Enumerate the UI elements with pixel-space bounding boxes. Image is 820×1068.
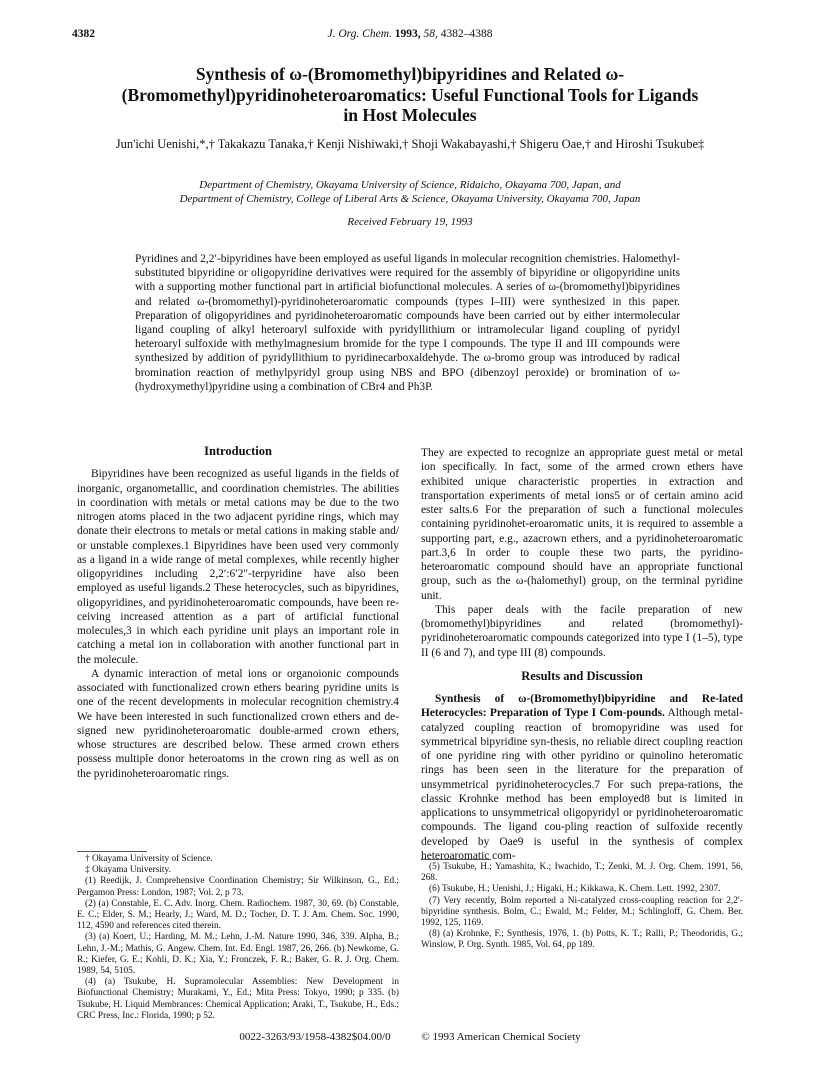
article-title: Synthesis of ω-(Bromomethyl)bipyridines and Related ω-(Bromomethyl)pyridinoheteroaromatics: Useful Functional Tools for Ligands in Host Molecules xyxy=(121,64,699,125)
running-header xyxy=(72,28,748,46)
issn-price-code: 0022-3263/93/1958-4382$04.00/0 xyxy=(239,1031,391,1043)
results-text: Although metal-catalyzed coupling reaction of bromopyridine was used for symmetrical bipyridine syn-thesis, no reliable direct coupling reaction of one pyridine ring with other pyridino or quinolino heteromatic rings has been seen in the literature for the preparation of unsymmetrical pyridinoheterocycles.7 For such prepa-rations, the classic Krohnke method has been employed8 but is limited in applications to unsymmetrical oligopyridyl or pyridinoheteroaromatic compounds. The ligand cou-pling reaction of sulfoxide recently developed by Oae9 is useful in the synthesis of complex heteroaromatic com- xyxy=(421,707,743,862)
journal-reference xyxy=(72,28,748,40)
footnote: (3) (a) Koert, U.; Harding, M. M.; Lehn, J.-M. Nature 1990, 346, 339. Alpha, B.; Lehn, J.-M.; Mathis, G. Angew. Chem. Int. Ed. Engl. 1987, 26, 266. (b) Newkome, G. R.; Kiefer, G. E.; Kohli, D. K.; Xia, Y.; Fronczek, F. R.; Baker, G. R. J. Org. Chem. 1989, 54, 5105. xyxy=(77,932,399,977)
footnote: (5) Tsukube, H.; Yamashita, K.; Iwachido, T.; Zenki, M. J. Org. Chem. 1991, 56, 268. xyxy=(421,862,743,884)
right-paragraph-1: They are expected to recognize an appropriate guest metal or metal ion specifically. In fact, some of the armed crown ethers have exhibited unique characteristic properties in extraction and transportation experiments of metal ions5 or of certain amino acid ester salts.6 For the preparation of such a functional molecules containing pyridinohet-eroaromatic units, it is required to assemble a supporting part, e.g., azacrown ethers, and a pyridinoheteroaromatic part.3,6 In order to couple these two parts, the pyridino-heteroaromatic compound should have an appropriate functional group, such as the ω-(halomethyl) group, on the terminal pyridine unit. xyxy=(421,447,743,602)
journal-year: 1993, xyxy=(394,28,421,40)
footnote: (7) Very recently, Bolm reported a Ni-catalyzed cross-coupling reaction for 2,2′-bipyridine synthesis. Bolm, C.; Ewald, M.; Felder, M.; Schlingloff, G. Chem. Ber. 1992, 125, 1169. xyxy=(421,895,743,929)
right-paragraph-2: This paper deals with the facile preparation of new (bromomethyl)bipyridines and related (bromomethyl)-pyridinoheteroaromatic compounds categorized into type I (1–5), type II (6 and 7), and type III (8) compounds. xyxy=(421,603,743,659)
introduction-heading: Introduction xyxy=(204,444,272,458)
results-heading: Results and Discussion xyxy=(521,668,643,683)
left-column xyxy=(77,444,399,781)
affiliation-1: Department of Chemistry, Okayama University of Science, Ridaicho, Okayama 700, Japan, and xyxy=(199,179,621,191)
right-column xyxy=(421,446,743,863)
footnote-divider-left xyxy=(77,851,147,852)
footnote-divider-right xyxy=(421,859,491,860)
intro-paragraph-1: Bipyridines have been recognized as useful ligands in the fields of inorganic, organometallic, and coordination chemistries. The abilities in coordination with metals or metal cations may be due to the two nitrogen atoms placed in the two adjacent pyridine rings, which may donate their electrons to metals or metal cations in making stable and/ or unstable complexes.1 Bipyridines have been used very commonly as a ligand in a wide range of metal complexes, while recently higher oligopyridines including 2,2′:6′2″-terpyridine have also been employed as useful ligands.2 These heterocycles, such as bipyridines, oligopyridines, and pyridinoheteroaromatic compounds, have been re-ceiving increased attention as a part of artificial functional molecules,3 in which each pyridine unit plays an important role in catching a metal ion in collaboration with another functional part in the molecule. xyxy=(77,468,399,666)
footnotes-left xyxy=(77,854,399,1022)
footnote: ‡ Okayama University. xyxy=(85,865,171,876)
journal-name: J. Org. Chem. xyxy=(327,28,392,40)
footnote: (8) (a) Krohnke, F.; Synthesis, 1976, 1. (b) Potts, K. T.; Ralli, P.; Theodoridis, G.; Winslow, P. Org. Synth. 1985, Vol. 64, pp 189. xyxy=(421,929,743,951)
copyright-notice: © 1993 American Chemical Society xyxy=(421,1031,581,1043)
footnote: (1) Reedijk, J. Comprehensive Coordination Chemistry; Sir Wilkinson, G., Ed.; Pergamon Press: London, 1987; Vol. 2, p 73. xyxy=(77,876,399,898)
footnote: (6) Tsukube, H.; Uenishi, J.; Higaki, H.; Kikkawa, K. Chem. Lett. 1992, 2307. xyxy=(429,884,721,895)
affiliation-2: Department of Chemistry, College of Liberal Arts & Science, Okayama University, Okayama 700, Japan xyxy=(179,193,641,205)
page-number: 4382 xyxy=(72,28,95,40)
author-list: Jun'ichi Uenishi,*,† Takakazu Tanaka,† Kenji Nishiwaki,† Shoji Wakabayashi,† Shigeru Oae,† and Hiroshi Tsukube‡ xyxy=(115,137,705,151)
footnote: † Okayama University of Science. xyxy=(85,854,213,864)
footnote: (4) (a) Tsukube, H. Supramolecular Assemblies: New Development in Biofunctional Chemistry; Murakami, Y., Ed.; Mita Press: Tokyo, 1990; p 335. (b) Tsukube, H. Liquid Membrances: Chemical Application; Araki, T., Tsukube, H., Eds.; CRC Press, Inc.: Florida, 1990; p 52. xyxy=(77,977,399,1021)
journal-pages: 4382–4388 xyxy=(440,28,493,40)
intro-paragraph-2: A dynamic interaction of metal ions or organoionic compounds associated with functionalized crown ethers bearing pyridine units is one of the recent developments in molecular recognition chemistry.4 We have been interested in such functionalized crown ethers and de-signed new pyridinoheteroaromatic double-armed crown ethers, whose structures are described below. These armed crown ethers possess multiple donor heteroatoms in the crown ring as well as on the pyridinoheteroaromatic rings. xyxy=(77,667,399,780)
results-subheading: Synthesis of ω-(Bromomethyl)bipyridine and Re-lated Heterocycles: Preparation of Type I Com-pounds. xyxy=(421,693,743,720)
received-date: Received February 19, 1993 xyxy=(347,216,473,228)
journal-volume: 58, xyxy=(423,28,438,40)
footnote: (2) (a) Constable, E. C. Adv. Inorg. Chem. Radiochem. 1987, 30, 69. (b) Constable, E. C.; Elder, S. M.; Hearly, J.; Ward, M. D.; Tocher, D. T. J. Am. Chem. Soc. 1990, 112, 4590 and references cited therein. xyxy=(77,898,399,932)
affiliations xyxy=(100,178,720,206)
footnotes-right xyxy=(421,862,743,952)
abstract: Pyridines and 2,2′-bipyridines have been employed as useful ligands in molecular recognition chemistries. Halomethyl-substituted bipyridine or oligopyridine derivatives were required for the assembly of bipyridine or oligopyridine units with a supporting mother functional part in artificial biofunctional molecules. A series of ω-(bromomethyl)bipyridines and related ω-(bromomethyl)-pyridinoheteroaromatic compounds (types I–III) were synthesized in this paper. Preparation of oligopyridines and pyridinoheteroaromatic compounds have been carried out by either intermolecular ligand coupling of alkyl heteroaryl sulfoxide with pyridyllithium or intramolecular ligand coupling of pyridyl heteroaryl sulfoxide with methylmagnesium bromide for the type I compounds. The type II and III compounds were synthesized by addition of pyridyllithium to pyridinecarboxaldehyde. The ω-bromo group was introduced by radical bromination reaction of methylpyridyl group using NBS and BPO (dibenzoyl peroxide) or bromination of ω-(hydroxymethyl)pyridine using a combination of CBr4 and Ph3P. xyxy=(135,253,680,393)
page-footer xyxy=(0,1031,820,1043)
results-paragraph-1 xyxy=(421,692,743,863)
